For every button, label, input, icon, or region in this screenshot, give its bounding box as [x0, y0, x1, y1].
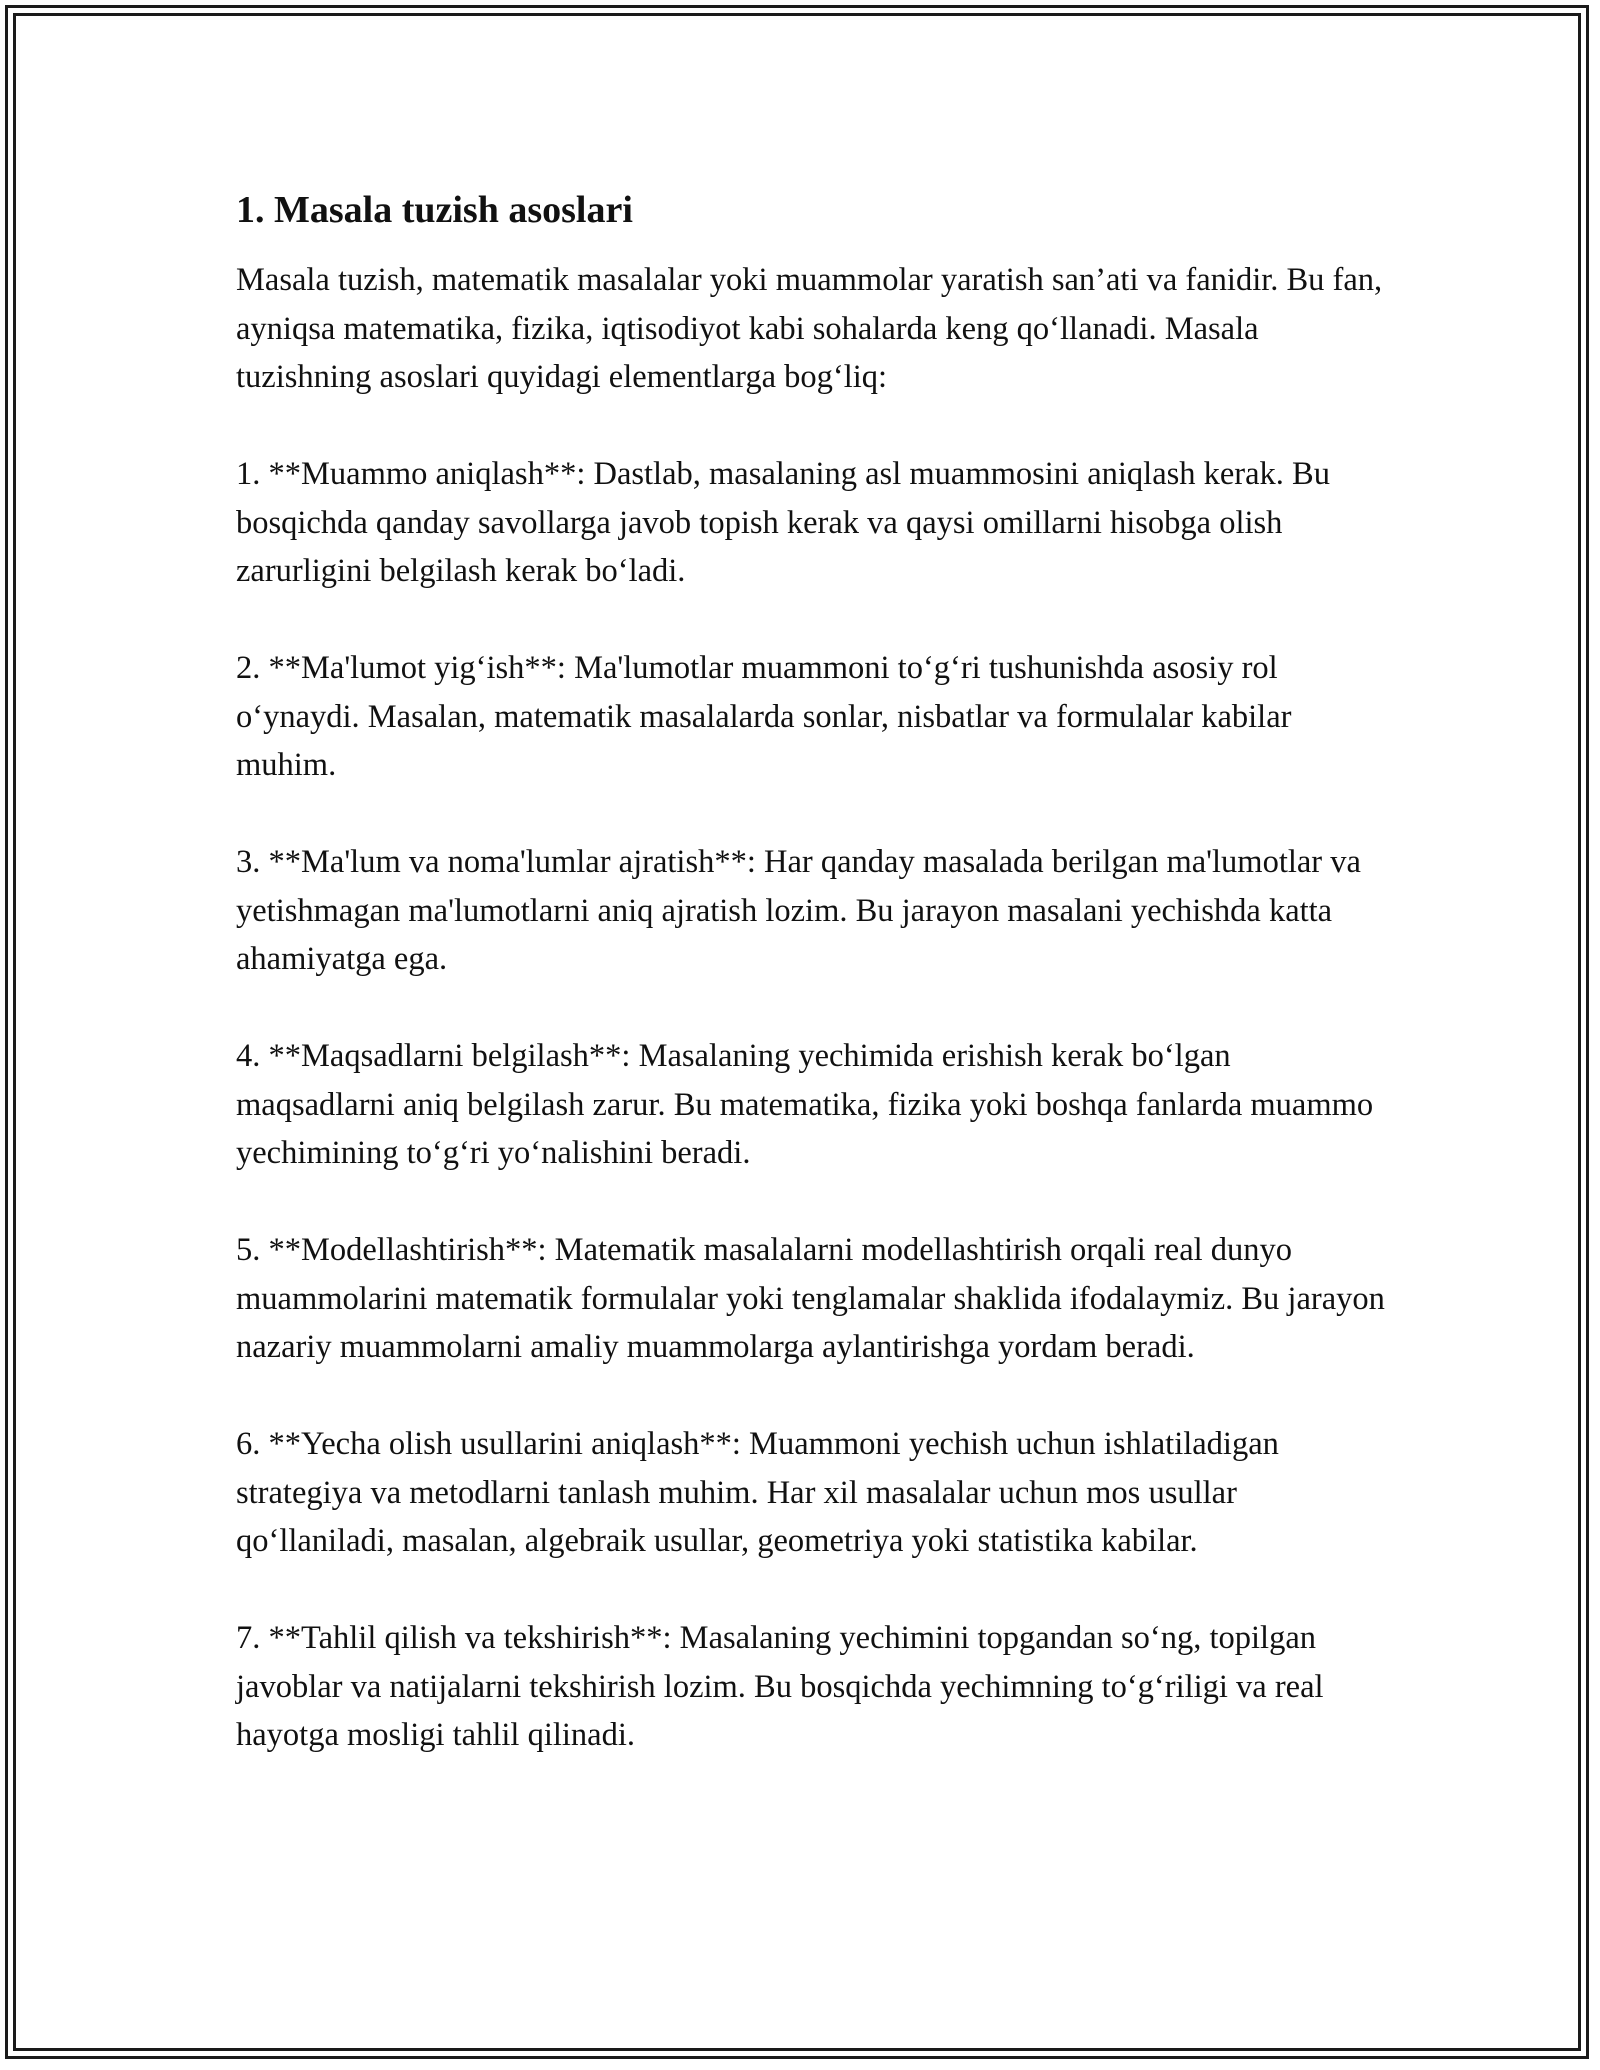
list-item-1: 1. **Muammo aniqlash**: Dastlab, masalaning asl muammosini aniqlash kerak. Bu bosqichda qanday savollarga javob topish kerak va qaysi omillarni hisobga olish zarurligini belgilash kerak bo‘ladi. [236, 456, 1330, 589]
document-body [236, 186, 1396, 1808]
list-item-2: 2. **Ma'lumot yig‘ish**: Ma'lumotlar muammoni to‘g‘ri tushunishda asosiy rol o‘ynaydi. Masalan, matematik masalalarda sonlar, nisbatlar va formulalar kabilar muhim. [236, 650, 1292, 783]
section-heading: 1. Masala tuzish asoslari [236, 189, 633, 231]
intro-paragraph: Masala tuzish, matematik masalalar yoki muammolar yaratish san’ati va fanidir. Bu fan, ayniqsa matematika, fizika, iqtisodiyot kabi sohalarda keng qo‘llanadi. Masala tuzishning asoslari quyidagi elementlarga bog‘liq: [236, 262, 1383, 395]
list-item-7: 7. **Tahlil qilish va tekshirish**: Masalaning yechimini topgandan so‘ng, topilgan javoblar va natijalarni tekshirish lozim. Bu bosqichda yechimning to‘g‘riligi va real hayotga mosligi tahlil qilinadi. [236, 1620, 1324, 1753]
list-item-4: 4. **Maqsadlarni belgilash**: Masalaning yechimida erishish kerak bo‘lgan maqsadlarni aniq belgilash zarur. Bu matematika, fizika yoki boshqa fanlarda muammo yechimining to‘g‘ri yo‘nalishini beradi. [236, 1038, 1374, 1171]
list-item-5: 5. **Modellashtirish**: Matematik masalalarni modellashtirish orqali real dunyo muammolarini matematik formulalar yoki tenglamalar shaklida ifodalaymiz. Bu jarayon nazariy muammolarni amaliy muammolarga aylantirishga yordam beradi. [236, 1232, 1385, 1365]
list-item-3: 3. **Ma'lum va noma'lumlar ajratish**: Har qanday masalada berilgan ma'lumotlar va yetishmagan ma'lumotlarni aniq ajratish lozim. Bu jarayon masalani yechishda katta ahamiyatga ega. [236, 844, 1361, 977]
list-item-6: 6. **Yecha olish usullarini aniqlash**: Muammoni yechish uchun ishlatiladigan strategiya va metodlarni tanlash muhim. Har xil masalalar uchun mos usullar qo‘llaniladi, masalan, algebraik usullar, geometriya yoki statistika kabilar. [236, 1426, 1279, 1559]
